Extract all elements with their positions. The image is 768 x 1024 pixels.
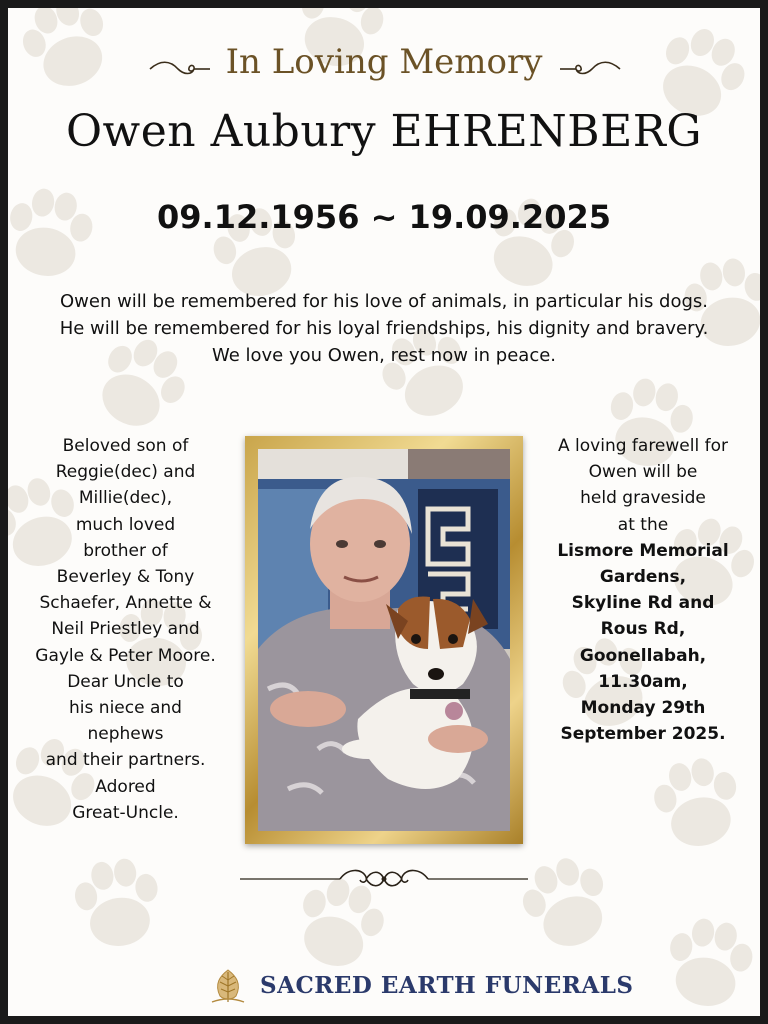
memorial-card — [8, 8, 760, 1016]
life-dates: 09.12.1956 ~ 19.09.2025 — [157, 198, 611, 236]
photo-frame — [245, 436, 523, 844]
family-line: nephews — [87, 724, 164, 745]
family-line: much loved — [75, 514, 176, 535]
service-detail: Skyline Rd and — [571, 593, 715, 614]
tribute-line: He will be remembered for his loyal friendships, his dignity and bravery. — [59, 318, 709, 339]
funeral-brand-name: SACRED EARTH FUNERALS — [260, 972, 634, 999]
service-detail: September 2025. — [560, 724, 726, 745]
tribute-line: Owen will be remembered for his love of animals, in particular his dogs. — [59, 291, 709, 312]
family-line: Neil Priestley and — [51, 619, 200, 640]
service-line: A loving farewell for — [558, 436, 728, 456]
ornamental-divider-icon — [240, 866, 528, 892]
family-line: and their partners. — [45, 750, 206, 771]
family-line: Schaefer, Annette & — [39, 593, 212, 614]
family-line: Gayle & Peter Moore. — [35, 645, 216, 666]
service-line: at the — [617, 514, 669, 535]
card-subtitle: In Loving Memory — [225, 42, 543, 82]
service-detail: Rous Rd, — [600, 619, 686, 640]
service-line: Owen will be — [588, 462, 698, 483]
service-detail: Lismore Memorial — [557, 540, 729, 561]
footer — [8, 960, 760, 1010]
family-line: his niece and — [69, 698, 182, 719]
service-detail: Monday 29th — [580, 698, 706, 719]
service-column — [540, 433, 746, 747]
tribute-line: We love you Owen, rest now in peace. — [211, 345, 557, 366]
leaf-logo-icon — [206, 966, 250, 1006]
family-line: Beverley & Tony — [56, 567, 195, 588]
service-detail: Goonellabah, — [579, 645, 707, 666]
family-line: brother of — [83, 540, 168, 561]
service-detail: 11.30am, — [598, 671, 688, 692]
family-column — [18, 433, 233, 826]
tribute-text — [8, 288, 760, 369]
portrait-photo — [258, 449, 510, 831]
deceased-name: Owen Aubury EHRENBERG — [65, 106, 703, 157]
family-line: Millie(dec), — [78, 488, 173, 509]
family-line: Adored — [95, 776, 156, 797]
family-line: Dear Uncle to — [67, 671, 184, 692]
service-detail: Gardens, — [599, 567, 687, 588]
service-line: held graveside — [580, 488, 706, 509]
family-line: Great-Uncle. — [72, 802, 179, 823]
portrait-illustration — [258, 449, 510, 831]
family-line: Reggie(dec) and — [55, 462, 196, 483]
family-line: Beloved son of — [62, 436, 189, 456]
